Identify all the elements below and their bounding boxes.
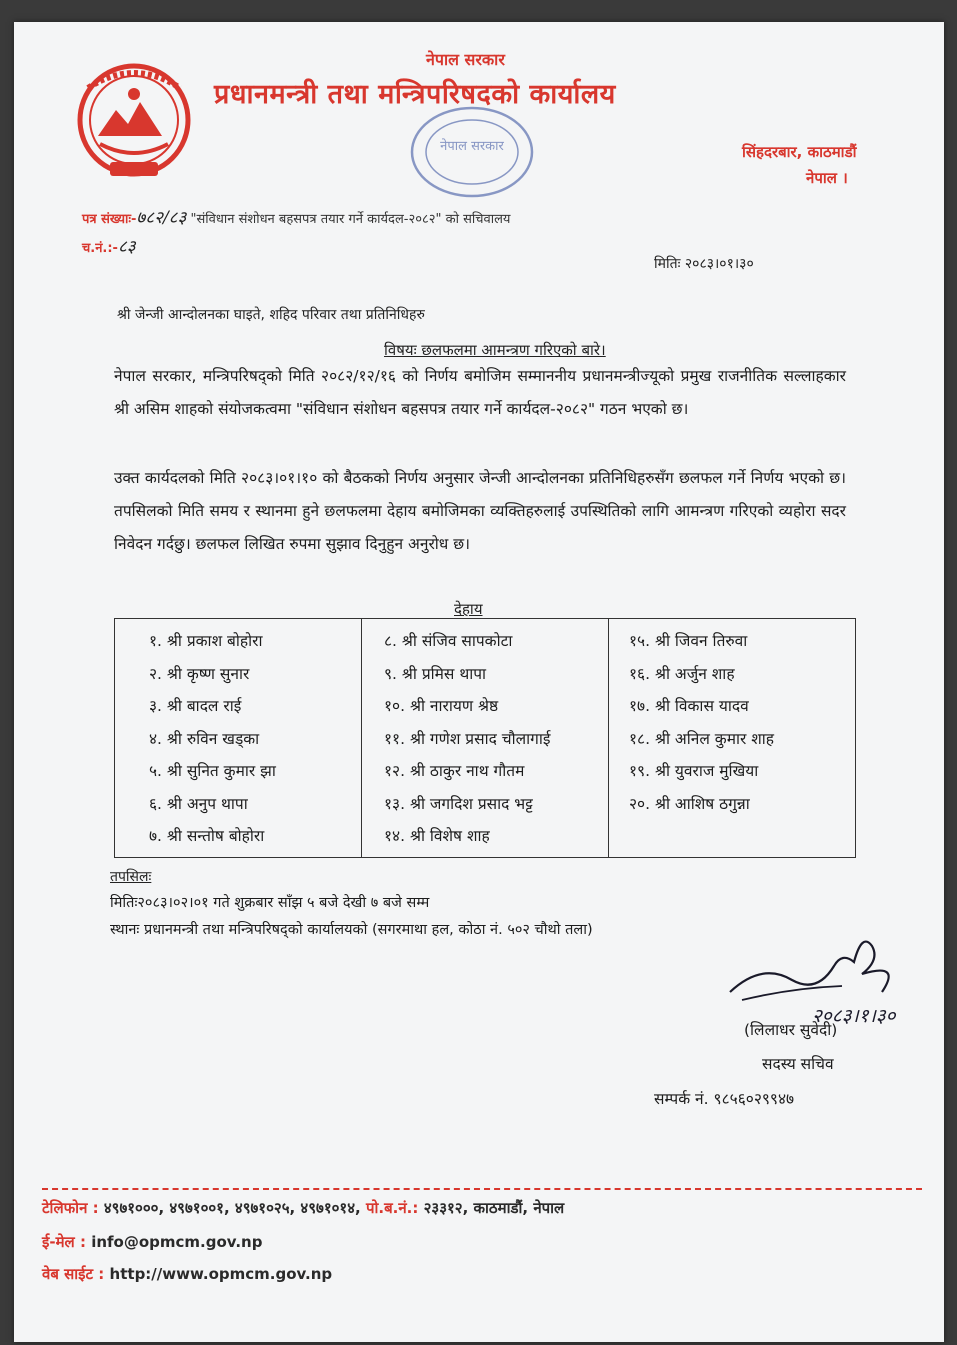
reference-line: [82, 205, 510, 228]
invitee: ६. श्री अनुप थापा: [149, 794, 248, 813]
footer-email: [42, 1232, 262, 1252]
office-title: प्रधानमन्त्री तथा मन्त्रिपरिषदको कार्यालय: [214, 79, 616, 110]
footer-divider: [42, 1188, 922, 1190]
address-line1: सिंहदरबार, काठमाडौं: [742, 143, 857, 161]
invitee: ७. श्री सन्तोष बोहोरा: [149, 827, 265, 845]
footer-web: [42, 1264, 332, 1284]
invitee: १. श्री प्रकाश बोहोरा: [149, 632, 263, 650]
nepal-emblem-icon: [70, 58, 198, 186]
footer-phone: [42, 1198, 564, 1218]
invitee: १७. श्री विकास यादव: [629, 697, 749, 715]
office-stamp-icon: [406, 102, 538, 202]
invitee: १३. श्री जगदिश प्रसाद भट्ट: [384, 794, 533, 813]
phone-value: ४९७१०००, ४९७१००१, ४९७१०२५, ४९७१०१४,: [103, 1199, 361, 1217]
web-label: वेब साईट :: [42, 1265, 105, 1283]
invitee: १८. श्री अनिल कुमार शाह: [629, 729, 775, 748]
invitee: ४. श्री रुविन खड्का: [149, 729, 260, 748]
contact-number: सम्पर्क नं. ९८५६०२९९४७: [654, 1090, 795, 1108]
signatory-name: (लिलाधर सुवेदी): [744, 1021, 838, 1039]
invitee: ११. श्री गणेश प्रसाद चौलागाई: [384, 729, 551, 748]
invitee: १५. श्री जिवन तिरुवा: [629, 632, 748, 650]
paragraph-2: उक्त कार्यदलको मिति २०८३।०१।१० को बैठकको निर्णय अनुसार जेन्जी आन्दोलनका प्रतिनिधिहरुसँग छलफल गर्ने निर्णय भएको छ। तपसिलको मिति समय र स्थानमा हुने छलफलमा देहाय बमोजिमका व्यक्तिहरुलाई उपस्थितिको लागि आमन्त्रण गरिएको व्यहोरा सदर निवेदन गर्दछु। छलफल लिखित रुपमा सुझाव दिनुहुन अनुरोध छ।: [114, 469, 846, 553]
invitee: ५. श्री सुनित कुमार झा: [149, 762, 276, 780]
government-label: नेपाल सरकार: [426, 50, 505, 69]
invitee: १९. श्री युवराज मुखिया: [629, 762, 759, 780]
recipient: श्री जेन्जी आन्दोलनका घाइते, शहिद परिवार तथा प्रतिनिधिहरु: [117, 307, 425, 323]
subject: विषयः छलफलमा आमन्त्रण गरिएको बारे।: [384, 341, 606, 359]
invitee: १०. श्री नारायण श्रेष्ठ: [384, 697, 499, 715]
secretariat-text: "संविधान संशोधन बहसपत्र तयार गर्ने कार्यदल-२०८२" को सचिवालय: [190, 212, 511, 227]
email-link[interactable]: info@opmcm.gov.np: [91, 1233, 263, 1251]
phone-label: टेलिफोन :: [42, 1199, 99, 1217]
schedule-where: स्थानः प्रधानमन्त्री तथा मन्त्रिपरिषद्को कार्यालयको (सगरमाथा हल, कोठा नं. ५०२ चौथो तला): [110, 922, 593, 938]
pobox-label: पो.ब.नं.:: [365, 1199, 419, 1217]
invitee-column-2: [362, 619, 609, 858]
signature-icon: [722, 922, 922, 1027]
invitee: २०. श्री आशिष ठगुन्ना: [629, 794, 750, 813]
patra-label: पत्र संख्याः-: [82, 212, 137, 227]
patra-value: ७८२/८३: [136, 208, 187, 228]
invitee: ३. श्री बादल राई: [149, 697, 242, 715]
signature-date: २०८३।१।३०: [812, 1005, 896, 1027]
invitee-column-3: [609, 619, 856, 858]
invitee-table: [114, 618, 856, 858]
email-label: ई-मेल :: [42, 1233, 86, 1251]
address-line2: नेपाल ।: [806, 169, 848, 187]
chalani-value: ८३: [117, 237, 136, 257]
pobox-value: २३३१२, काठमाडौं, नेपाल: [423, 1199, 565, 1217]
chalani-label: च.नं.:-: [82, 241, 118, 256]
paragraph-1: नेपाल सरकार, मन्त्रिपरिषद्को मिति २०८२/१२/१६ को निर्णय बमोजिम सम्माननीय प्रधानमन्त्रीज्यूको प्रमुख राजनीतिक सल्लाहकार श्री असिम शाहको संयोजकत्वमा "संविधान संशोधन बहसपत्र तयार गर्ने कार्यदल-२०८२" गठन भएको छ।: [114, 367, 846, 418]
letter-sheet: [14, 22, 944, 1342]
signatory-title: सदस्य सचिव: [762, 1055, 834, 1073]
schedule-heading: तपसिलः: [110, 869, 152, 885]
invitee: १२. श्री ठाकुर नाथ गौतम: [384, 762, 525, 780]
schedule-when: मितिः२०८३।०२।०१ गते शुक्रबार साँझ ५ बजे देखी ७ बजे सम्म: [110, 895, 430, 911]
invitee-column-1: [115, 619, 362, 858]
list-heading: देहाय: [454, 600, 483, 618]
invitee: ९. श्री प्रमिस थापा: [384, 664, 487, 683]
invitee: ८. श्री संजिव सापकोटा: [384, 632, 513, 650]
invitee: १६. श्री अर्जुन शाह: [629, 664, 735, 683]
invitee: २. श्री कृष्ण सुनार: [149, 664, 250, 683]
stamp-text: नेपाल सरकार: [440, 139, 504, 154]
chalani-line: [82, 234, 136, 257]
letter-date: मितिः २०८३।०१।३०: [654, 256, 754, 272]
invitee: १४. श्री विशेष शाह: [384, 827, 490, 845]
website-link[interactable]: http://www.opmcm.gov.np: [109, 1265, 333, 1283]
